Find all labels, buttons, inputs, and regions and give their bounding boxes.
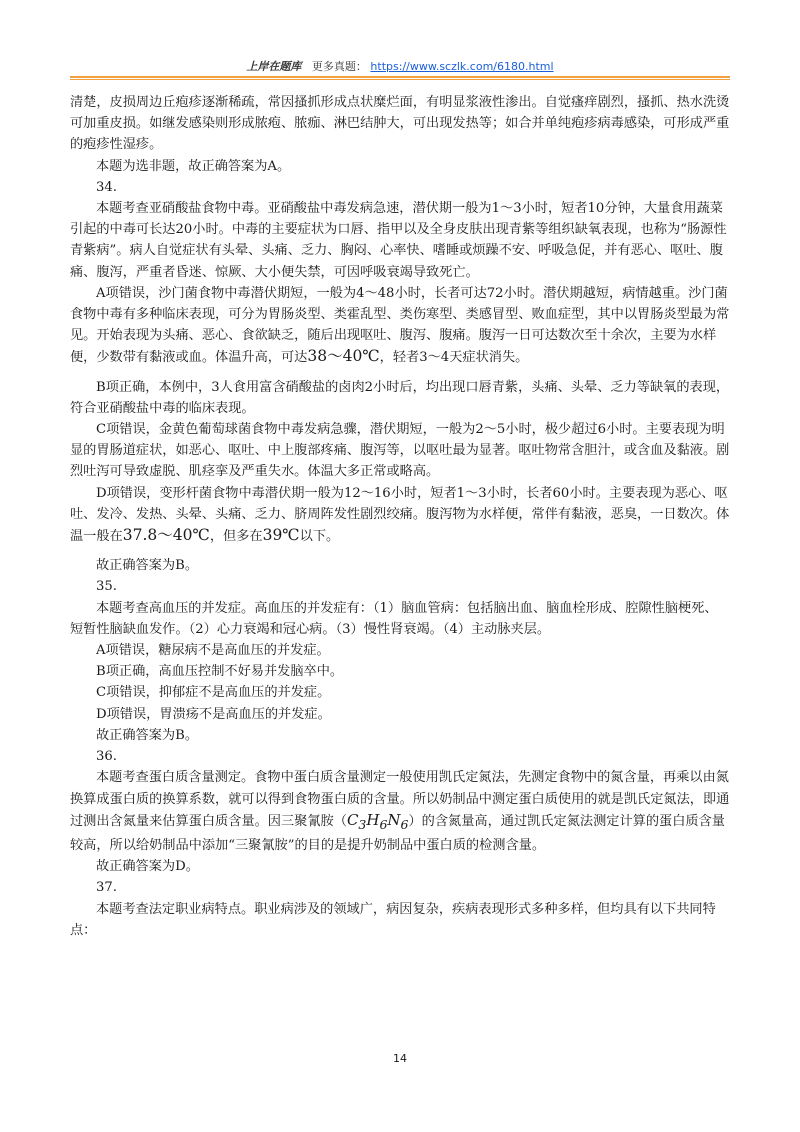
formula-h-sub: 6 [379,816,388,832]
answer-35: 故正确答案为B。 [96,727,199,743]
header-site-name: 上岸在题库 [246,60,302,73]
formula-suffix: ）的含氮量高，通过凯氏定氮法测定计算的蛋白质含量较高，所以给奶制品中添加“三聚氰胺”的目的是提升奶制品中蛋白质的检测含量。 [70,813,725,853]
formula-n: N [387,810,401,829]
explanation-36 [70,767,730,856]
header-link[interactable]: https://www.sczlk.com/6180.html [370,60,554,73]
option-a-34-text: A项错误，沙门菌食物中毒潜伏期短，一般为4～48小时，长者可达72小时。潜伏期越短，病情越重。沙门菌食物中毒有多种临床表现，可分为胃肠炎型、类霍乱型、类伤寒型、类感冒型、败血症型，其中以胃肠炎型最为常见。开始表现为头痛、恶心、食欲缺乏，随后出现呕吐、腹泻、腹痛。腹泻一日可达数次至十余次，主要为水样便，少数带有黏液或血。体温升高，可达 [70,285,730,366]
answer-33: 本题为选非题，故正确答案为A。 [96,158,291,174]
answer-36: 故正确答案为D。 [96,859,199,875]
option-b-34: B项正确，本例中，3人食用富含硝酸盐的卤肉2小时后，均出现口唇青紫，头痛、头晕、乏力等缺氧的表现，符合亚硝酸盐中毒的临床表现。 [70,379,730,416]
paragraph-33-continued: 清楚，皮损周边丘疱疹逐渐稀疏，常因搔抓形成点状糜烂面，有明显浆液性渗出。自觉瘙痒剧烈，搔抓、热水洗烫可加重皮损。如继发感染则形成脓疱、脓痂、淋巴结肿大，可出现发热等；如合并单纯疱疹病毒感染，可形成严重的疱疹性湿疹。 [70,95,730,153]
temp-range-a-suffix: ，轻者3～4天症状消失。 [379,350,529,366]
option-d-35: D项错误，胃溃疡不是高血压的并发症。 [96,706,331,722]
header-divider [70,76,730,80]
option-d-34 [70,483,730,548]
temp-range-d: 37.8～40℃ [122,526,210,545]
melamine-formula [346,810,409,832]
explanation-36-text: 本题考查蛋白质含量测定。食物中蛋白质含量测定一般使用凯氏定氮法，先测定食物中的氮含量，再乘以由氮换算成蛋白质的换算系数，就可以得到食物蛋白质的含量。所以奶制品中测定蛋白质使用的就是凯氏定氮法，即通过测出含氮量来估算蛋白质含量。因三聚氰胺（ [70,770,730,829]
formula-c-sub: 3 [358,816,367,832]
option-d-34-text: D项错误，变形杆菌食物中毒潜伏期一般为12～16小时，短者1～3小时，长者60小时。主要表现为恶心、呕吐、发冷、发热、头晕、头痛、乏力、脐周阵发性剧烈绞痛。腹泻物为水样便，常伴有黏液，恶臭，一日数次。体温一般在 [70,485,730,545]
temp-d-high: 39℃ [262,526,300,545]
answer-34: 故正确答案为B。 [96,558,199,574]
option-a-34 [70,283,730,369]
formula-n-sub: 6 [400,816,409,832]
question-number-36: 36. [96,749,117,765]
temp-range-a: 38～40℃ [307,347,380,366]
explanation-35: 本题考查高血压的并发症。高血压的并发症有：（1）脑血管病：包括脑出血、脑血栓形成、腔隙性脑梗死、短暂性脑缺血发作。（2）心力衰竭和冠心病。（3）慢性肾衰竭。（4）主动脉夹层。 [70,600,718,637]
formula-c: C [346,810,359,829]
question-number-37: 37. [96,880,117,896]
document-body [70,92,730,941]
page-header [70,58,730,74]
formula-h: H [366,810,380,829]
option-c-34: C项错误，金黄色葡萄球菌食物中毒发病急骤，潜伏期短，一般为2～5小时，极少超过6小时。主要表现为明显的胃肠道症状，如恶心、呕吐、中上腹部疼痛、腹泻等，以呕吐最为显著。呕吐物常含胆汁，或含血及黏液。剧烈吐泻可导致虚脱、肌痉挛及严重失水。体温大多正常或略高。 [70,422,730,480]
option-b-35: B项正确，高血压控制不好易并发脑卒中。 [96,664,344,680]
option-a-35: A项错误，糖尿病不是高血压的并发症。 [96,643,330,659]
explanation-37: 本题考查法定职业病特点。职业病涉及的领域广，病因复杂，疾病表现形式多种多样，但均具有以下共同特点： [70,901,716,938]
header-label: 更多真题： [311,60,367,73]
temp-range-d-mid: ，但多在 [209,529,263,545]
page-number: 14 [393,1052,407,1065]
question-number-35: 35. [96,579,117,595]
question-number-34: 34. [96,179,117,195]
option-c-35: C项错误，抑郁症不是高血压的并发症。 [96,685,331,701]
explanation-34: 本题考查亚硝酸盐食物中毒。亚硝酸盐中毒发病急速，潜伏期一般为1～3小时，短者10分钟，大量食用蔬菜引起的中毒可长达20小时。中毒的主要症状为口唇、指甲以及全身皮肤出现青紫等组织缺氧表现，也称为“肠源性青紫病”。病人自觉症状有头晕、头痛、乏力、胸闷、心率快、嗜睡或烦躁不安、呼吸急促，并有恶心、呕吐、腹痛、腹泻，严重者昏迷、惊厥、大小便失禁，可因呼吸衰竭导致死亡。 [70,201,727,280]
temp-range-d-suffix: 以下。 [299,529,340,545]
